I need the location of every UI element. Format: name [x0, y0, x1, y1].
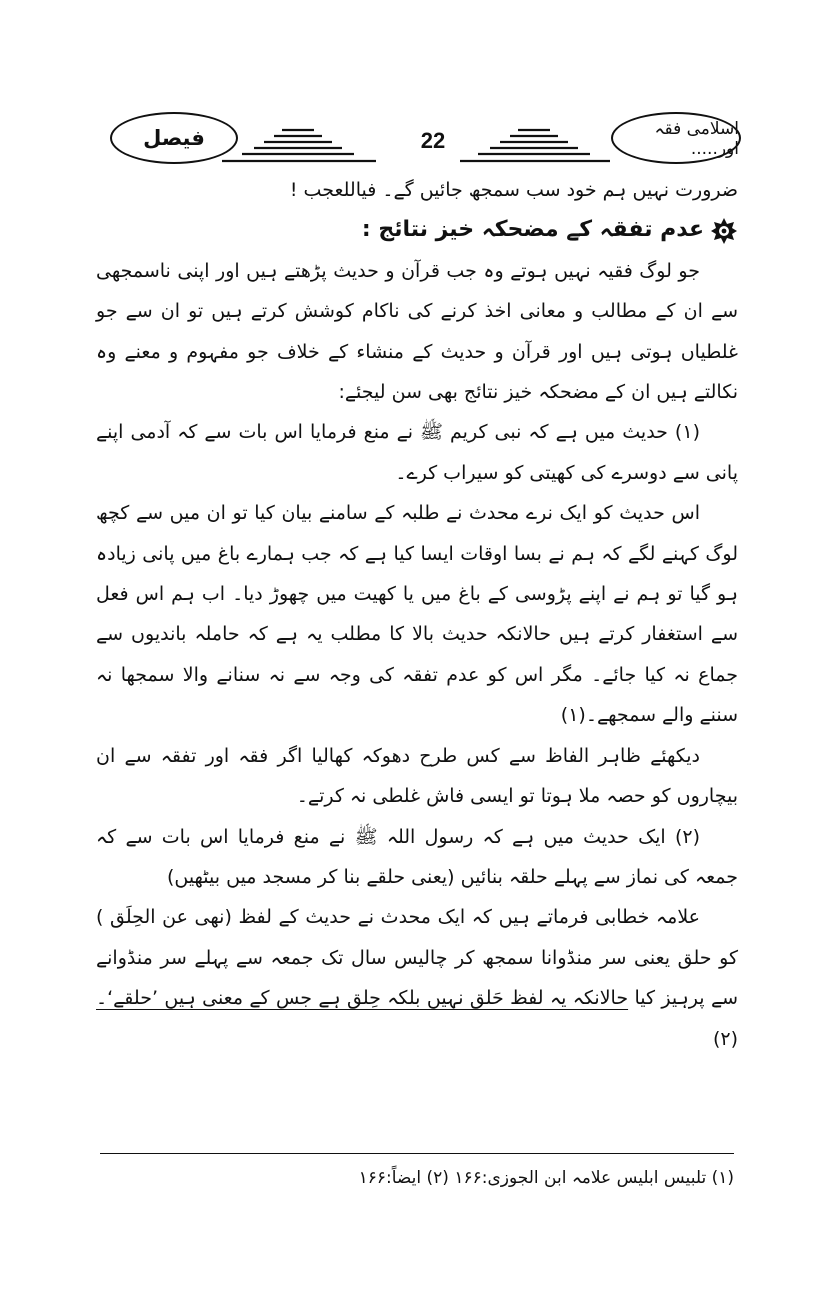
page-body — [96, 170, 738, 1059]
paragraph-narration: اس حدیث کو ایک نرے محدث نے طلبہ کے سامنے بیان کیا تو ان میں سے کچھ لوگ کہنے لگے کہ ہم نے بسا اوقات ایسا کیا ہے کہ جب ہمارے باغ میں پانی زیادہ ہو گیا تو ہم نے اپنے پڑوسی کے باغ میں یا کھیت میں چھوڑ دیا۔ اب ہم اس فعل سے استغفار کرتے ہیں حالانکہ حدیث بالا کا مطلب یہ ہے کہ حاملہ باندیوں سے جماع نہ کیا جائے۔ مگر اس کو عدم تفقہ کی وجہ سے نہ سنانے والا سمجھا نہ سننے والے سمجھے۔(۱) — [96, 502, 738, 727]
author-name: فیصل — [143, 126, 205, 150]
underlined-correction: حالانکہ یہ لفظ حَلق نہیں بلکہ حِلق ہے جس کے معنی ہیں ’حلقے‘۔ — [96, 987, 629, 1010]
book-title: اسلامی فقہ اور..... — [654, 118, 739, 159]
paragraph-hadith-1: (۱) حدیث میں ہے کہ نبی کریم ﷺ نے منع فرمایا اس بات سے کہ آدمی اپنے پانی سے دوسرے کی کھیتی کو سیراب کرے۔ — [96, 421, 738, 484]
stacked-lines-ornament-right — [452, 110, 612, 168]
section-heading-text: عدم تفقہ کے مضحکہ خیز نتائج : — [361, 217, 704, 243]
reference-marker: (۲) — [712, 1027, 738, 1050]
section-heading — [96, 210, 738, 250]
footnote-divider — [100, 1153, 734, 1154]
stacked-lines-ornament-left — [220, 110, 380, 168]
author-oval — [110, 112, 238, 164]
footnote: (۱) تلبیس ابلیس علامہ ابن الجوزی:۱۶۶ (۲) ایضاً:۱۶۶ — [358, 1168, 734, 1188]
paragraph-intro: جو لوگ فقیہ نہیں ہوتے وہ جب قرآن و حدیث پڑھتے ہیں اور اپنی ناسمجھی سے ان کے مطالب و معانی اخذ کرنے کی ناکام کوشش کرتے ہیں تو ان سے جو غلطیاں ہوتی ہیں اور قرآن و حدیث کے منشاء کے خلاف جو مفہوم و معنے وہ نکالتے ہیں ان کے مضحکہ خیز نتائج بھی سن لیجئے: — [96, 259, 738, 404]
page-number: 22 — [420, 128, 446, 153]
paragraph-khattabi-text: علامہ خطابی فرماتے ہیں کہ ایک محدث نے حدیث کے لفظ (نهى عن الحِلَق ) کو حلق یعنی سر منڈوانا سمجھ کر چالیس سال تک جمعہ سے پہلے سر منڈوانے سے پرہیز کیا — [96, 906, 738, 1010]
paragraph-hadith-2: (۲) ایک حدیث میں ہے کہ رسول اللہ ﷺ نے منع فرمایا اس بات سے کہ جمعہ کی نماز سے پہلے حلقہ بنائیں (یعنی حلقے بنا کر مسجد میں بیٹھیں) — [96, 825, 738, 888]
intro-line: ضرورت نہیں ہم خود سب سمجھ جائیں گے۔ فیاللعجب ! — [289, 179, 738, 201]
book-title-oval — [611, 112, 741, 164]
paragraph-comment: دیکھئے ظاہر الفاظ سے کس طرح دھوکہ کھالیا اگر فقہ اور تفقہ سے ان بیچاروں کو حصہ ملا ہوتا تو ایسی فاش غلطی نہ کرتے۔ — [96, 744, 738, 808]
star-ornament-icon — [710, 217, 738, 245]
paragraph-khattabi — [96, 897, 738, 1059]
